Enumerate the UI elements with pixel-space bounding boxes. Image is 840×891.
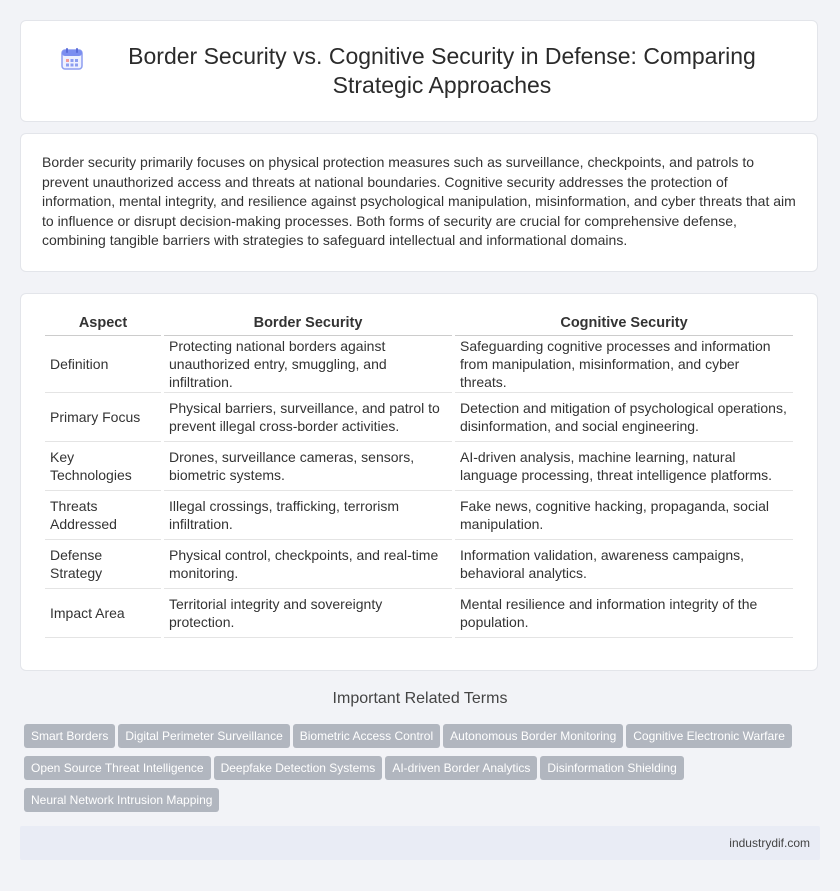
border-cell: Physical barriers, surveillance, and patrol to prevent illegal cross-border activities. (164, 393, 452, 442)
border-cell: Drones, surveillance cameras, sensors, biometric systems. (164, 442, 452, 491)
tag-disinformation-shielding[interactable]: Disinformation Shielding (540, 756, 683, 780)
header-cognitive-security: Cognitive Security (455, 312, 793, 336)
tag-open-source-threat-intelligence[interactable]: Open Source Threat Intelligence (24, 756, 211, 780)
footer (20, 826, 820, 860)
tag-neural-network-intrusion-mapping[interactable]: Neural Network Intrusion Mapping (24, 788, 219, 812)
border-cell: Territorial integrity and sovereignty protection. (164, 589, 452, 638)
tag-cognitive-electronic-warfare[interactable]: Cognitive Electronic Warfare (626, 724, 792, 748)
header-aspect: Aspect (45, 312, 161, 336)
header-border-security: Border Security (164, 312, 452, 336)
related-terms-title: Important Related Terms (332, 690, 508, 707)
border-cell: Protecting national borders against unauthorized entry, smuggling, and infiltration. (164, 336, 452, 393)
cognitive-cell: Safeguarding cognitive processes and information from manipulation, misinformation, and cyber threats. (455, 336, 793, 393)
footer-site-link[interactable]: industrydif.com (729, 836, 810, 850)
comparison-card (20, 293, 818, 671)
border-cell: Illegal crossings, trafficking, terrorism infiltration. (164, 491, 452, 540)
aspect-cell: Defense Strategy (45, 540, 161, 589)
page-title: Border Security vs. Cognitive Security in Defense: Comparing Strategic Approaches (128, 43, 756, 98)
tag-autonomous-border-monitoring[interactable]: Autonomous Border Monitoring (443, 724, 623, 748)
title-wrap (59, 42, 779, 100)
intro-paragraph: Border security primarily focuses on physical protection measures such as surveillance, checkpoints, and patrols to prevent unauthorized access and threats at national boundaries. Cognitive security addresses the protection of information, mental integrity, and resilience against psychological manipulation, misinformation, and cyber threats that aim to influence or disrupt decision-making processes. Both forms of security are crucial for comprehensive defense, combining tangible barriers with strategies to safeguard intellectual and informational domains. (42, 154, 796, 248)
cognitive-cell: Detection and mitigation of psychological operations, disinformation, and social engineering. (455, 393, 793, 442)
cognitive-cell: Fake news, cognitive hacking, propaganda, social manipulation. (455, 491, 793, 540)
tag-smart-borders[interactable]: Smart Borders (24, 724, 115, 748)
calendar-icon (59, 46, 85, 72)
cognitive-cell: AI-driven analysis, machine learning, natural language processing, threat intelligence platforms. (455, 442, 793, 491)
aspect-cell: Primary Focus (45, 393, 161, 442)
title-card (20, 20, 818, 122)
comparison-table (42, 312, 796, 638)
table-row (45, 336, 793, 393)
table-row (45, 442, 793, 491)
cognitive-cell: Mental resilience and information integrity of the population. (455, 589, 793, 638)
aspect-cell: Threats Addressed (45, 491, 161, 540)
border-cell: Physical control, checkpoints, and real-time monitoring. (164, 540, 452, 589)
tag-biometric-access-control[interactable]: Biometric Access Control (293, 724, 440, 748)
cognitive-cell: Information validation, awareness campaigns, behavioral analytics. (455, 540, 793, 589)
table-row (45, 540, 793, 589)
tag-digital-perimeter-surveillance[interactable]: Digital Perimeter Surveillance (118, 724, 289, 748)
tag-deepfake-detection-systems[interactable]: Deepfake Detection Systems (214, 756, 383, 780)
table-row (45, 393, 793, 442)
tag-ai-driven-border-analytics[interactable]: AI-driven Border Analytics (385, 756, 537, 780)
table-row (45, 491, 793, 540)
aspect-cell: Impact Area (45, 589, 161, 638)
related-terms-list (24, 724, 824, 820)
intro-card (20, 133, 818, 272)
table-header-row (45, 312, 793, 336)
table-row (45, 589, 793, 638)
aspect-cell: Key Technologies (45, 442, 161, 491)
aspect-cell: Definition (45, 336, 161, 393)
